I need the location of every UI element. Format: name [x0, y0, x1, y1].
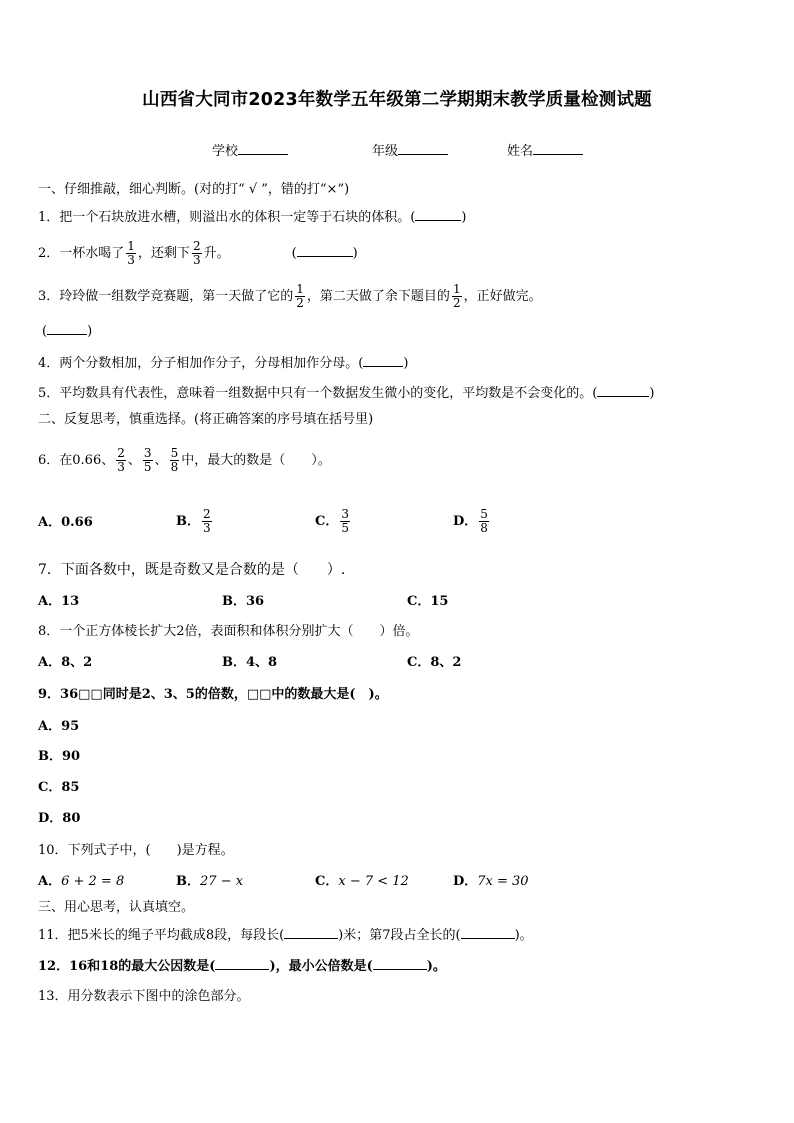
question-10-option-c[interactable] — [315, 874, 409, 890]
equation: 27 − x — [200, 874, 244, 889]
school-field[interactable] — [212, 140, 288, 159]
question-3-open: ( — [42, 324, 48, 339]
question-4 — [38, 355, 408, 372]
question-5 — [38, 385, 654, 402]
question-12-text-b: )，最小公倍数是( — [269, 959, 373, 974]
question-6-option-d[interactable] — [453, 505, 491, 539]
numerator: 3 — [143, 446, 152, 460]
question-3-answer — [42, 323, 92, 340]
option-letter: D． — [453, 514, 478, 529]
numerator: 2 — [203, 507, 211, 521]
question-2-text-a: 2．一杯水喝了 — [38, 246, 125, 261]
question-2-text-b: ，还剩下 — [137, 246, 190, 261]
section-2-heading: 二、反复思考，慎重选择。(将正确答案的序号填在括号里) — [38, 412, 374, 427]
fraction — [126, 240, 136, 267]
question-6-option-c[interactable] — [315, 505, 352, 539]
option-letter: B． — [176, 874, 200, 889]
denominator: 5 — [341, 521, 349, 535]
question-6-option-a[interactable]: A．0.66 — [38, 515, 93, 530]
question-7: 7．下面各数中，既是奇数又是合数的是（ ）. — [38, 562, 346, 578]
numerator: 1 — [452, 282, 461, 296]
question-10-option-a[interactable] — [38, 874, 124, 890]
question-6-decimal: 0.66 — [72, 453, 102, 468]
denominator: 3 — [117, 460, 125, 474]
denominator: 3 — [192, 253, 201, 267]
separator: 、 — [154, 453, 168, 468]
question-6-text-a: 6．在 — [38, 453, 73, 468]
question-1-text: 1．把一个石块放进水槽，则溢出水的体积一定等于石块的体积。( — [38, 210, 416, 225]
equation: 6 + 2 = 8 — [61, 874, 125, 889]
numerator: 5 — [480, 507, 488, 521]
fraction — [340, 508, 350, 535]
question-10: 10．下列式子中，( )是方程。 — [38, 843, 234, 858]
denominator: 3 — [203, 521, 211, 535]
question-5-answer-blank[interactable] — [597, 385, 649, 397]
page-title: 山西省大同市2023年数学五年级第二学期期末教学质量检测试题 — [142, 90, 652, 110]
question-4-close: ) — [403, 356, 409, 371]
question-5-text: 5．平均数具有代表性，意味着一组数据中只有一个数据发生微小的变化，平均数是不会变化的。( — [38, 386, 598, 401]
question-8-option-b[interactable]: B．4、8 — [222, 655, 278, 670]
fraction — [192, 240, 202, 267]
question-8-option-c[interactable]: C．8、2 — [407, 655, 462, 670]
grade-blank[interactable] — [398, 142, 448, 155]
option-letter: D． — [453, 874, 478, 889]
equation: x − 7 < 12 — [338, 874, 409, 889]
question-6 — [38, 443, 331, 479]
question-6-text-b: 中，最大的数是（ ）。 — [181, 453, 331, 468]
question-7-option-b[interactable]: B．36 — [222, 594, 265, 609]
question-7-option-a[interactable]: A．13 — [38, 594, 80, 609]
question-9-option-b[interactable]: B．90 — [38, 749, 81, 764]
fraction — [116, 447, 126, 474]
name-blank[interactable] — [533, 142, 583, 155]
school-label: 学校 — [212, 144, 239, 159]
grade-label: 年级 — [372, 144, 399, 159]
question-3-text-a: 3．玲玲做一组数学竞赛题，第一天做了它的 — [38, 289, 294, 304]
question-11-blank-2[interactable] — [461, 927, 515, 939]
question-10-option-b[interactable] — [176, 874, 243, 890]
question-8-option-a[interactable]: A．8、2 — [38, 655, 93, 670]
name-field[interactable] — [507, 140, 583, 159]
question-3-answer-blank[interactable] — [47, 323, 87, 335]
option-letter: B． — [176, 514, 200, 529]
question-9: 9．36□□同时是2、3、5的倍数，□□中的数最大是( )。 — [38, 687, 388, 702]
question-12-blank-1[interactable] — [215, 958, 269, 970]
question-3 — [38, 280, 542, 314]
denominator: 2 — [452, 296, 461, 310]
question-12-text-c: )。 — [426, 959, 446, 974]
question-13: 13．用分数表示下图中的涂色部分。 — [38, 989, 250, 1004]
school-blank[interactable] — [238, 142, 288, 155]
numerator: 2 — [117, 446, 125, 460]
fraction — [479, 508, 489, 535]
question-3-text-c: ，正好做完。 — [463, 289, 542, 304]
separator: 、 — [127, 453, 141, 468]
question-11-blank-1[interactable] — [284, 927, 338, 939]
question-4-text: 4．两个分数相加，分子相加作分子，分母相加作分母。( — [38, 356, 364, 371]
question-11-text-b: )米；第7段占全长的( — [338, 928, 461, 943]
question-5-close: ) — [649, 386, 655, 401]
fraction — [143, 447, 153, 474]
fraction — [202, 508, 212, 535]
numerator: 3 — [341, 507, 349, 521]
equation: 7x = 30 — [477, 874, 529, 889]
denominator: 8 — [170, 460, 179, 474]
question-1 — [38, 209, 466, 226]
separator: 、 — [101, 453, 115, 468]
question-1-answer-blank[interactable] — [415, 209, 461, 221]
question-2-text-c: 升。 — [203, 246, 230, 261]
question-12-blank-2[interactable] — [373, 958, 427, 970]
question-1-close: ) — [461, 210, 467, 225]
question-11-text-c: )。 — [514, 928, 533, 943]
question-2-close: ) — [352, 246, 358, 261]
question-3-text-b: ，第二天做了余下题目的 — [306, 289, 450, 304]
question-9-option-a[interactable]: A．95 — [38, 719, 80, 734]
question-3-close: ) — [87, 324, 93, 339]
numerator: 5 — [170, 446, 179, 460]
fraction — [452, 283, 462, 310]
denominator: 8 — [480, 521, 488, 535]
question-2-open: ( — [291, 246, 297, 261]
question-10-option-d[interactable] — [453, 874, 529, 890]
question-11-text-a: 11．把5米长的绳子平均截成8段，每段长( — [38, 928, 285, 943]
option-letter: C． — [315, 514, 339, 529]
question-12-text-a: 12．16和18的最大公因数是( — [38, 959, 216, 974]
question-2 — [38, 237, 358, 271]
name-label: 姓名 — [507, 144, 534, 159]
denominator: 3 — [127, 253, 135, 267]
numerator: 1 — [296, 282, 304, 296]
fraction — [170, 447, 180, 474]
section-1-heading: 一、仔细推敲，细心判断。(对的打“ √ ”，错的打“×”) — [38, 182, 350, 197]
fraction — [295, 283, 305, 310]
numerator: 2 — [192, 239, 201, 253]
option-letter: C． — [315, 874, 339, 889]
question-6-option-b[interactable] — [176, 505, 214, 539]
section-3-heading: 三、用心思考，认真填空。 — [38, 900, 195, 915]
numerator: 1 — [127, 239, 135, 253]
question-4-answer-blank[interactable] — [363, 355, 403, 367]
grade-field[interactable] — [372, 140, 448, 159]
option-letter: A． — [38, 874, 62, 889]
question-7-option-c[interactable]: C．15 — [407, 594, 449, 609]
denominator: 2 — [296, 296, 304, 310]
question-9-option-c[interactable]: C．85 — [38, 780, 80, 795]
question-12 — [38, 958, 446, 975]
denominator: 5 — [143, 460, 152, 474]
question-11 — [38, 927, 533, 944]
question-9-option-d[interactable]: D．80 — [38, 811, 81, 826]
question-2-answer-blank[interactable] — [297, 245, 353, 257]
question-8: 8．一个正方体棱长扩大2倍，表面积和体积分别扩大（ ）倍。 — [38, 624, 419, 639]
